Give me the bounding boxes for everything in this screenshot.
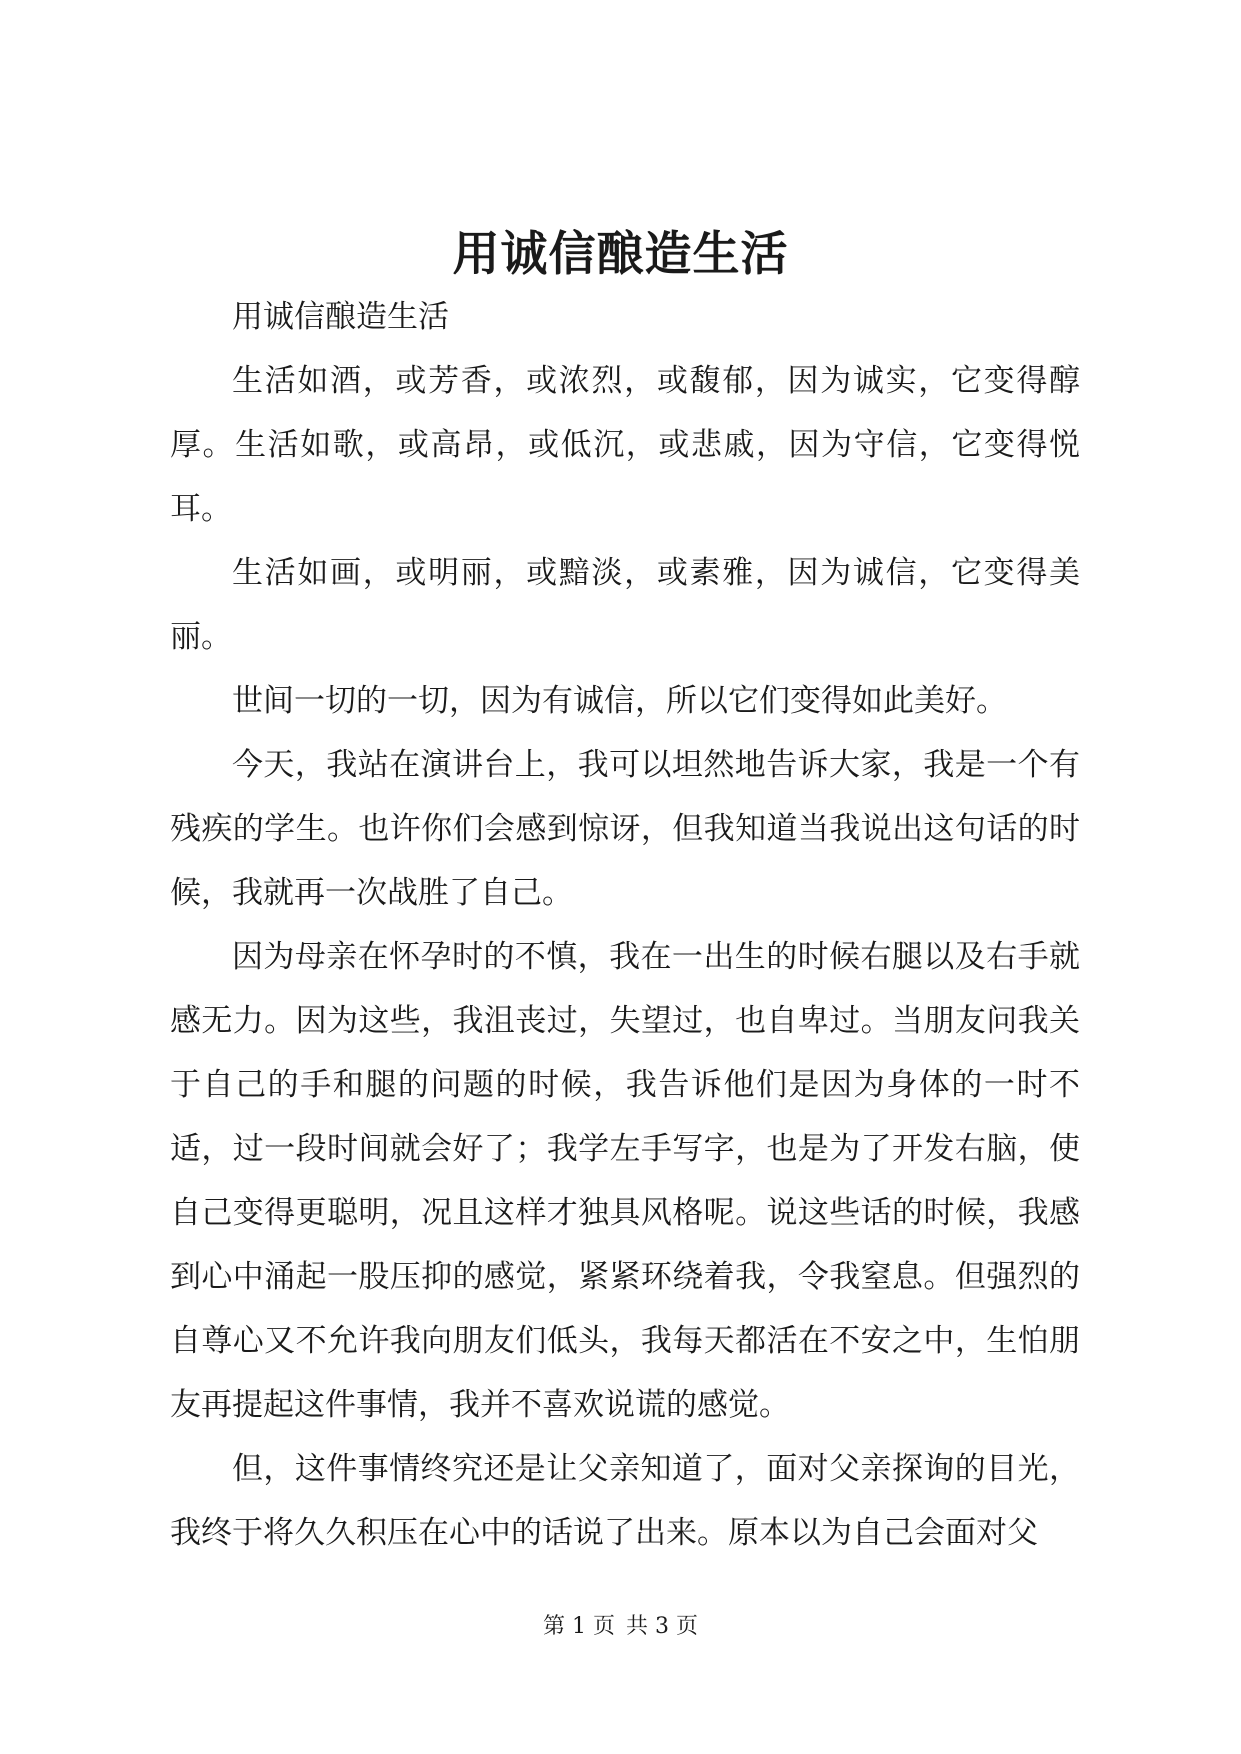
page-footer xyxy=(0,1612,1241,1642)
paragraph: 用诚信酿造生活 xyxy=(232,299,449,335)
document-body xyxy=(170,285,1080,1565)
paragraph: 生活如画，或明丽，或黯淡，或素雅，因为诚信，它变得美丽。 xyxy=(170,555,1080,655)
page-total: 共 3 页 xyxy=(626,1614,698,1639)
paragraph: 但，这件事情终究还是让父亲知道了，面对父亲探询的目光，我终于将久久积压在心中的话说了出来。原本以为自己会面对父 xyxy=(170,1451,1080,1551)
paragraph: 世间一切的一切，因为有诚信，所以它们变得如此美好。 xyxy=(232,683,1007,719)
document-title: 用诚信酿造生活 xyxy=(452,227,789,282)
paragraph: 因为母亲在怀孕时的不慎，我在一出生的时候右腿以及右手就感无力。因为这些，我沮丧过，失望过，也自卑过。当朋友问我关于自己的手和腿的问题的时候，我告诉他们是因为身体的一时不适，过一段时间就会好了；我学左手写字，也是为了开发右脑，使自己变得更聪明，况且这样才独具风格呢。说这些话的时候，我感到心中涌起一股压抑的感觉，紧紧环绕着我，令我窒息。但强烈的自尊心又不允许我向朋友们低头，我每天都活在不安之中，生怕朋友再提起这件事情，我并不喜欢说谎的感觉。 xyxy=(170,939,1080,1423)
page-number: 第 1 页 xyxy=(543,1614,615,1639)
paragraph: 生活如酒，或芳香，或浓烈，或馥郁，因为诚实，它变得醇厚。生活如歌，或高昂，或低沉，或悲戚，因为守信，它变得悦耳。 xyxy=(170,363,1080,527)
paragraph: 今天，我站在演讲台上，我可以坦然地告诉大家，我是一个有残疾的学生。也许你们会感到惊讶，但我知道当我说出这句话的时候，我就再一次战胜了自己。 xyxy=(170,747,1080,911)
